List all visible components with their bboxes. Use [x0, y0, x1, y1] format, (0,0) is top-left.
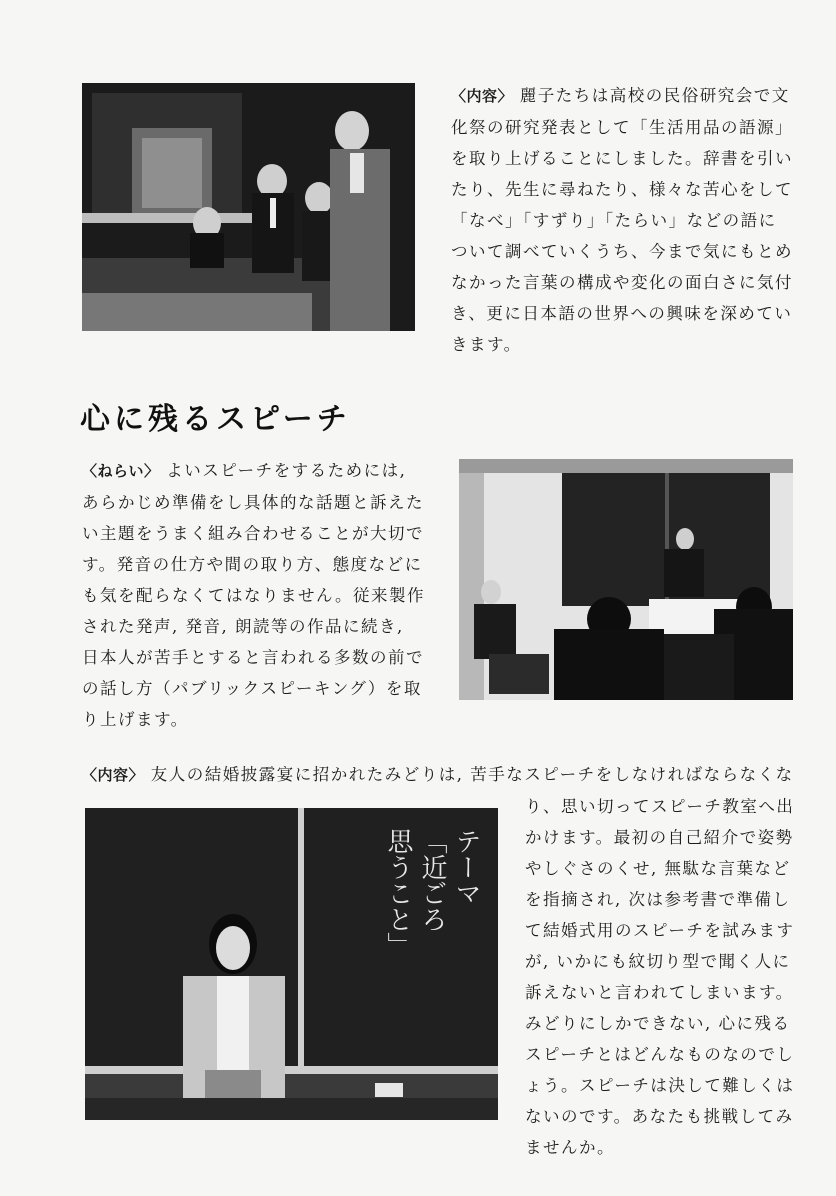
blackboard-line1: テーマ — [451, 828, 481, 906]
photo-speech-blackboard — [85, 808, 498, 1120]
section1-content — [451, 80, 821, 360]
content-label: 〈内容〉 — [451, 87, 514, 105]
blackboard-text — [373, 828, 483, 1038]
aim-label: 〈ねらい〉 — [82, 462, 160, 480]
section2-content-first-text: 友人の結婚披露宴に招かれたみどりは, 苦手なスピーチをしなければならなくな — [144, 765, 794, 784]
content-label-2: 〈内容〉 — [82, 766, 145, 784]
section2-aim-text: よいスピーチをするためには, あらかじめ準備をし具体的な話題と訴えた い主題をうまく組み合わせることが大切で す。発音の仕方や間の取り方、態度などに も気を配らなくてはなりません。従来製作 された発声, 発音, 朗読等の作品に続き, 日本人が苦手とすると言われる多数の前で の話し方（パブリックスピーキング）を取 り上げます。 — [82, 461, 425, 729]
section2-content — [525, 791, 815, 1163]
section1-content-text: 麗子たちは高校の民俗研究会で文 化祭の研究発表として「生活用品の語源」 を取り上げることにしました。辞書を引い たり、先生に尋ねたり、様々な苦心をして 「なべ」「すずり」「たらい」などの語に ついて調べていくうち、今まで気にもとめ なかった言葉の構成や変化の面白さに気付 き、更に日本語の世界への興味を深めてい きます。 — [451, 86, 793, 354]
blackboard-line2: 「近ごろ — [417, 828, 447, 932]
photo-speech-class — [459, 459, 793, 700]
blackboard-line3: 思うこと」 — [383, 828, 413, 958]
section2-aim — [82, 455, 432, 735]
section2-content-first-line — [82, 759, 822, 791]
section-heading: 心に残るスピーチ — [80, 402, 351, 437]
photo-students-museum — [82, 83, 415, 331]
section2-content-text: り、思い切ってスピーチ教室へ出 かけます。最初の自己紹介で姿勢 やしぐさのくせ, 無駄な言葉など を指摘され, 次は参考書で準備し て結婚式用のスピーチを試みます が, いかにも紋切り型で聞く人に 訴えないと言われてしまいます。 みどりにしかできない, 心に残る スピーチとはどんなものなのでし ょう。スピーチは決して難しくは ないのです。あなたも挑戦してみ ませんか。 — [525, 797, 795, 1157]
